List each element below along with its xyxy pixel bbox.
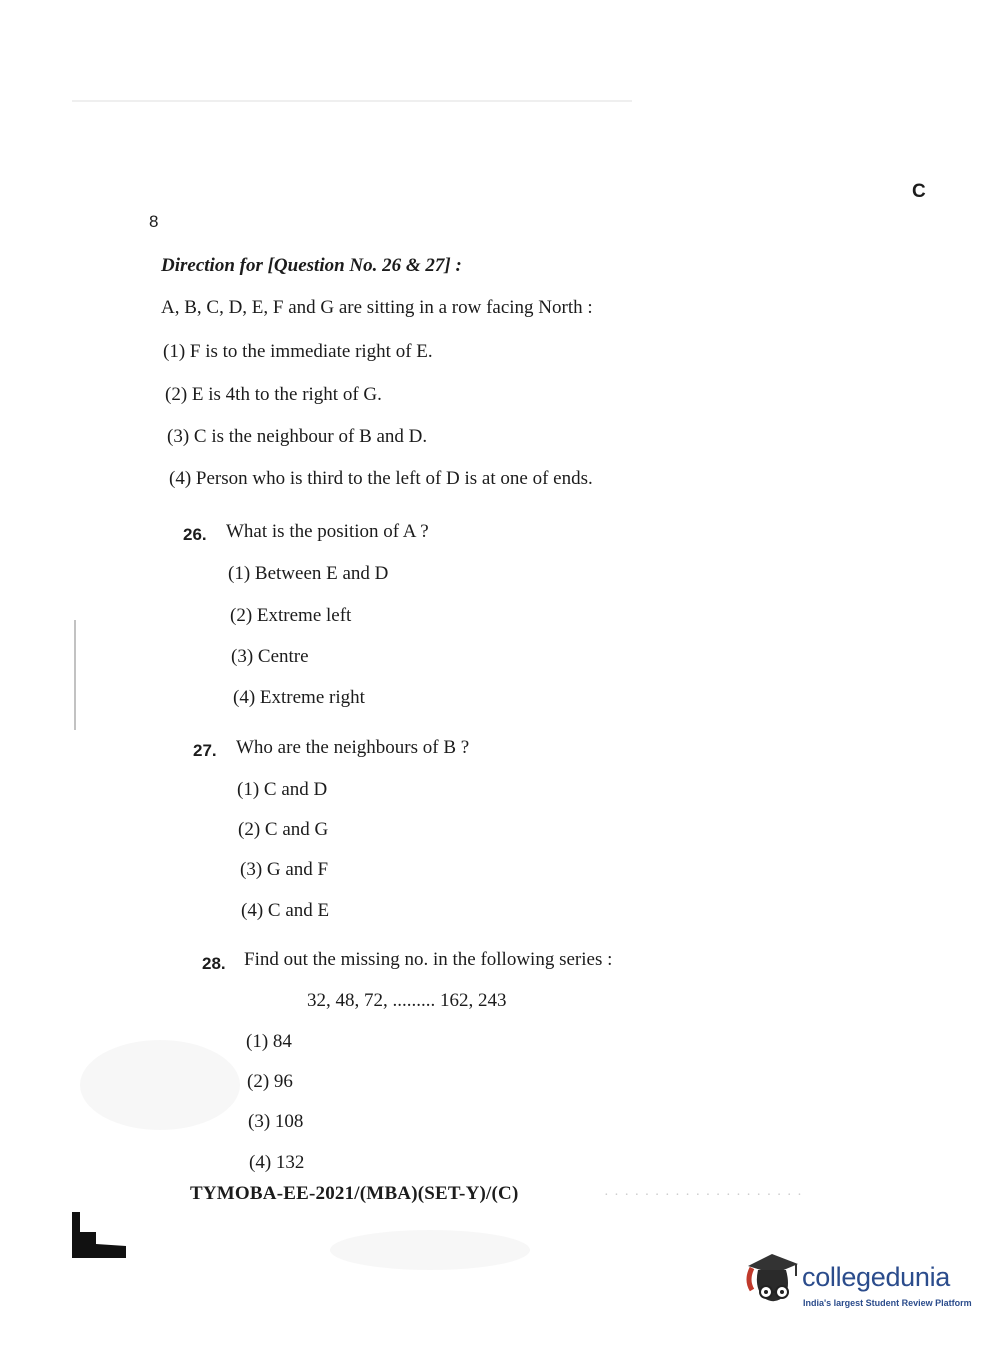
scan-edge-line (74, 620, 76, 730)
statement-1: (1) F is to the immediate right of E. (163, 341, 433, 362)
brand-name: collegedunia (802, 1262, 951, 1292)
question-26-option-3: (3) Centre (231, 646, 309, 667)
question-26-text: What is the position of A ? (226, 521, 429, 542)
brand-tagline: India's largest Student Review Platform (803, 1298, 972, 1308)
question-27-option-1: (1) C and D (237, 779, 328, 800)
set-letter: C (912, 181, 926, 202)
intro-text: A, B, C, D, E, F and G are sitting in a row facing North : (161, 297, 593, 318)
question-28-number: 28. (202, 954, 226, 973)
question-27-number: 27. (193, 741, 217, 760)
statement-3: (3) C is the neighbour of B and D. (167, 426, 428, 447)
question-26-option-2: (2) Extreme left (230, 605, 352, 626)
scan-smudge (330, 1230, 530, 1270)
statement-2: (2) E is 4th to the right of G. (165, 384, 382, 405)
question-27-option-3: (3) G and F (240, 859, 329, 880)
direction-heading: Direction for [Question No. 26 & 27] : (161, 255, 462, 276)
bleed-through-text: · · · · · · · · · · · · · · · · · · · · (604, 1188, 803, 1203)
scan-smudge (80, 1040, 240, 1130)
collegedunia-logo (742, 1248, 972, 1318)
question-27-text: Who are the neighbours of B ? (236, 737, 470, 758)
binding-corner-mark (72, 1212, 126, 1258)
question-27-option-4: (4) C and E (241, 900, 330, 921)
footer-code: TYMOBA-EE-2021/(MBA)(SET-Y)/(C) (190, 1183, 519, 1204)
question-26-option-1: (1) Between E and D (228, 563, 389, 584)
question-28-option-1: (1) 84 (246, 1031, 292, 1052)
question-28-option-3: (3) 108 (248, 1111, 304, 1132)
question-28-option-4: (4) 132 (249, 1152, 305, 1173)
scan-streak (72, 100, 632, 102)
question-28-series: 32, 48, 72, ......... 162, 243 (307, 990, 507, 1011)
question-26-number: 26. (183, 525, 207, 544)
page-number: 8 (149, 212, 159, 231)
question-27-option-2: (2) C and G (238, 819, 329, 840)
question-26-option-4: (4) Extreme right (233, 687, 365, 708)
mascot-icon (742, 1250, 800, 1310)
question-28-text: Find out the missing no. in the following series : (244, 949, 613, 970)
statement-4: (4) Person who is third to the left of D is at one of ends. (169, 468, 593, 489)
question-28-option-2: (2) 96 (247, 1071, 293, 1092)
